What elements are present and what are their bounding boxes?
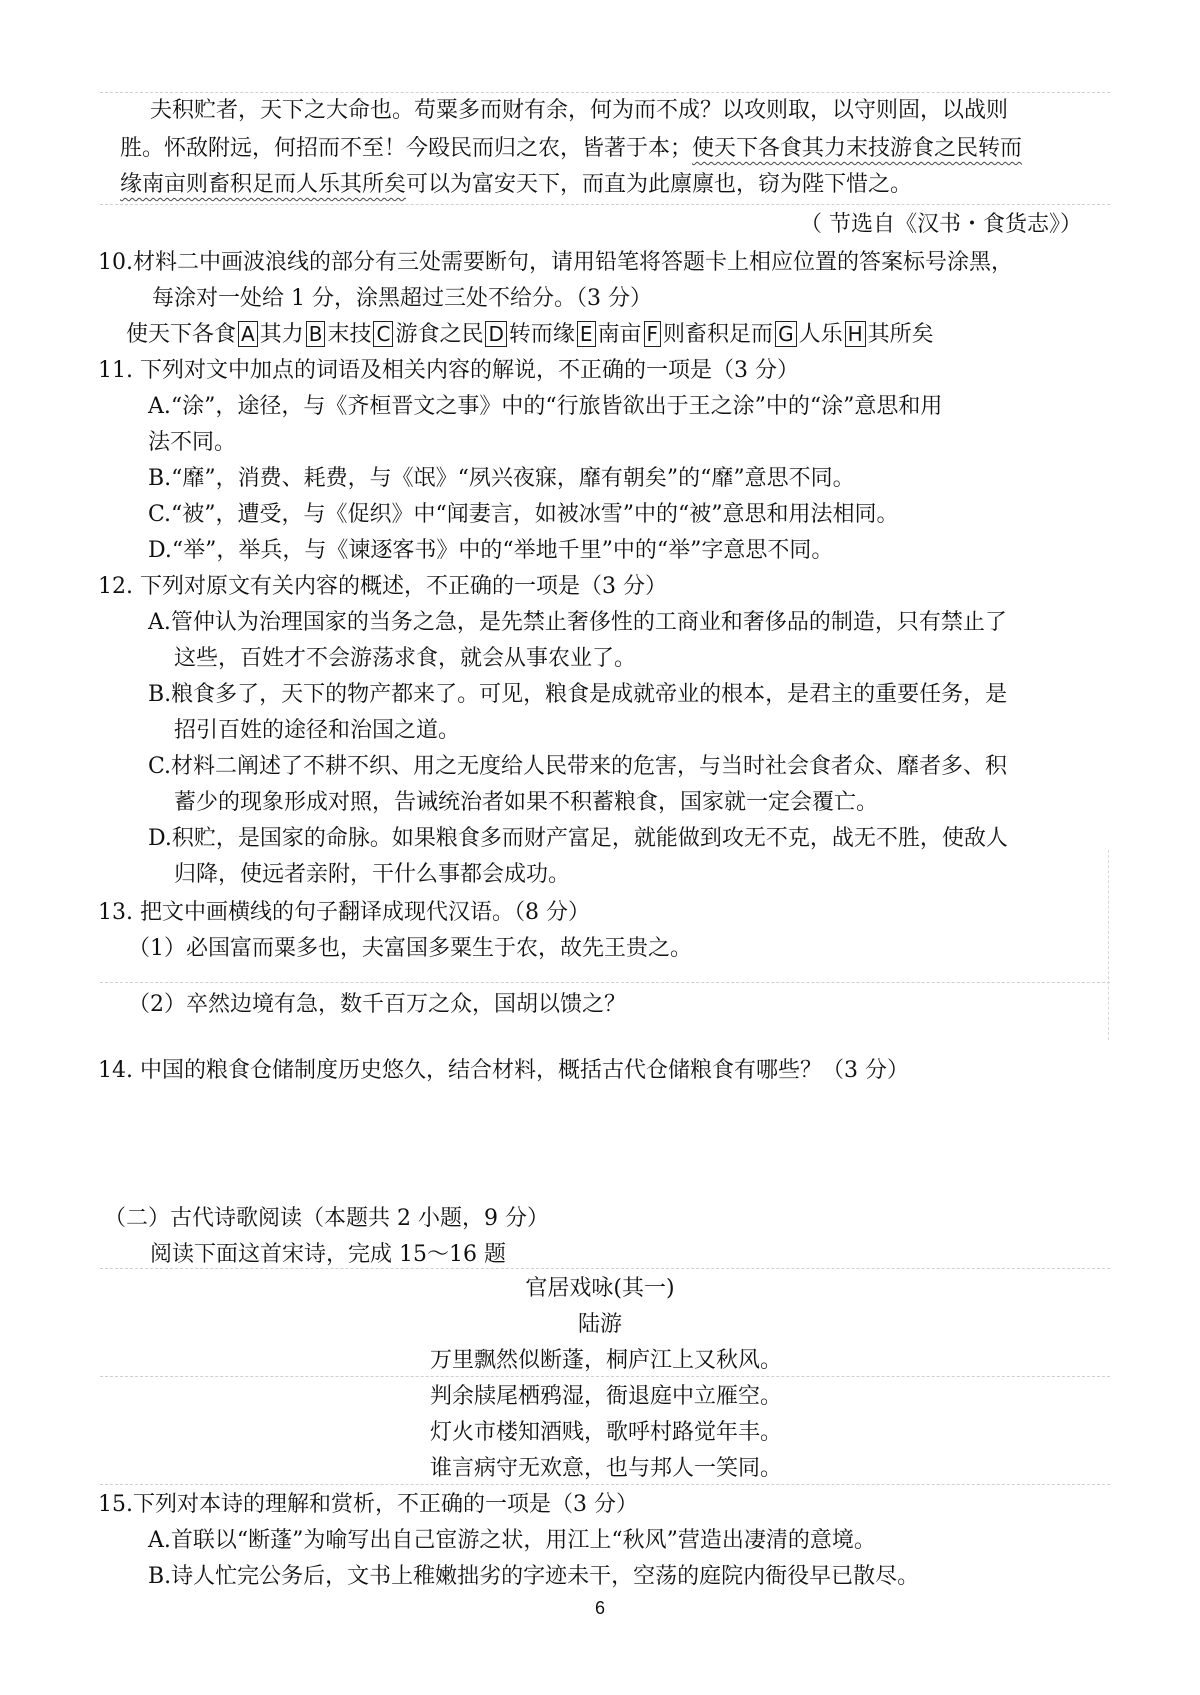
q12-option-b-cont: 招引百姓的途径和治国之道。 xyxy=(174,718,461,743)
break-option-h: H xyxy=(845,321,866,347)
poem-author: 陆游 xyxy=(577,1312,622,1337)
q15-option-b: B.诗人忙完公务后，文书上稚嫩拙劣的字迹未干，空荡的庭院内衙役早已散尽。 xyxy=(148,1564,920,1589)
q14-stem: 14. 中国的粮食仓储制度历史悠久，结合材料，概括古代仓储粮食有哪些？（3 分） xyxy=(98,1058,909,1083)
break-option-a: A xyxy=(238,321,258,347)
q12-option-d: D.积贮，是国家的命脉。如果粮食多而财产富足，就能做到攻无不克，战无不胜，使敌人 xyxy=(148,826,1008,851)
wavy-underlined-text: 缘南亩则畜积足而人乐其所矣 xyxy=(120,172,407,197)
q15-stem: 15.下列对本诗的理解和赏析，不正确的一项是（3 分） xyxy=(98,1492,638,1517)
faint-rule xyxy=(100,204,1110,205)
q12-stem: 12. 下列对原文有关内容的概述，不正确的一项是（3 分） xyxy=(98,574,667,599)
q11-option-a: A.“涂”，途径，与《齐桓晋文之事》中的“行旅皆欲出于王之涂”中的“涂”意思和用 xyxy=(148,394,943,419)
q12-option-a-cont: 这些，百姓才不会游荡求食，就会从事农业了。 xyxy=(174,646,637,671)
sentence-segment: 转而缘 xyxy=(508,322,575,347)
sentence-segment: 使天下各食 xyxy=(126,322,237,347)
poetry-intro: 阅读下面这首宋诗，完成 15～16 题 xyxy=(150,1242,506,1267)
q11-stem: 11. 下列对文中加点的词语及相关内容的解说，不正确的一项是（3 分） xyxy=(98,358,799,383)
poem-line-1: 万里飘然似断蓬，桐庐江上又秋风。 xyxy=(430,1348,783,1373)
poem-line-4: 谁言病守无欢意，也与邦人一笑同。 xyxy=(430,1456,783,1481)
q10-break-options xyxy=(126,320,934,350)
passage-line-2-text: 胜。怀敌附远，何招而不至！今殴民而归之农，皆著于本； xyxy=(120,136,693,161)
q15-option-a: A.首联以“断蓬”为喻写出自己宦游之状，用江上“秋风”营造出凄清的意境。 xyxy=(148,1528,876,1553)
q12-option-a: A.管仲认为治理国家的当务之急，是先禁止奢侈性的工商业和奢侈品的制造，只有禁止了 xyxy=(148,610,1007,635)
sentence-segment: 游食之民 xyxy=(395,322,484,347)
faint-rule xyxy=(100,1268,1110,1269)
faint-rule xyxy=(100,982,1110,983)
poem-line-3: 灯火市楼知酒贱，歌呼村路觉年丰。 xyxy=(430,1420,783,1445)
sentence-segment: 末技 xyxy=(327,322,372,347)
q12-option-c-cont: 蓄少的现象形成对照，告诫统治者如果不积蓄粮食，国家就一定会覆亡。 xyxy=(174,790,879,815)
faint-margin-rule xyxy=(1108,850,1109,1040)
break-option-f: F xyxy=(644,321,662,347)
page-number: 6 xyxy=(594,1598,605,1618)
poem-title: 官居戏咏(其一) xyxy=(525,1276,675,1301)
q13-sentence-1: （1）必国富而粟多也，夫富国多粟生于农，故先王贵之。 xyxy=(128,936,692,961)
faint-rule xyxy=(100,1376,1110,1377)
break-option-e: E xyxy=(577,321,596,347)
q11-option-b: B.“靡”，消费、耗费，与《氓》“夙兴夜寐，靡有朝矣”的“靡”意思不同。 xyxy=(148,466,855,491)
faint-rule xyxy=(100,1484,1110,1485)
passage-line-1: 夫积贮者，天下之大命也。苟粟多而财有余，何为而不成？以攻则取，以守则固，以战则 xyxy=(150,98,1009,123)
break-option-d: D xyxy=(485,321,506,347)
q11-option-c: C.“被”，遭受，与《促织》中“闻妻言，如被冰雪”中的“被”意思和用法相同。 xyxy=(148,502,899,527)
break-option-b: B xyxy=(306,321,326,347)
passage-line-3-text: 可以为富安天下，而直为此廪廪也，窃为陛下惜之。 xyxy=(406,172,913,197)
sentence-segment: 其力 xyxy=(259,322,304,347)
q13-stem: 13. 把文中画横线的句子翻译成现代汉语。（8 分） xyxy=(98,900,590,925)
break-option-g: G xyxy=(775,321,797,347)
sentence-segment: 人乐 xyxy=(798,322,843,347)
q12-option-d-cont: 归降，使远者亲附，干什么事都会成功。 xyxy=(174,862,571,887)
q11-option-a-cont: 法不同。 xyxy=(148,430,237,455)
faint-rule xyxy=(100,92,1110,93)
poem-line-2: 判余牍尾栖鸦湿，衙退庭中立雁空。 xyxy=(430,1384,783,1409)
q10-stem-line-2: 每涂对一处给 1 分，涂黑超过三处不给分。（3 分） xyxy=(152,286,652,311)
q11-option-d: D.“举”，举兵，与《谏逐客书》中的“举地千里”中的“举”字意思不同。 xyxy=(148,538,834,563)
sentence-segment: 南亩 xyxy=(597,322,642,347)
passage-line-2 xyxy=(120,134,1022,164)
q10-stem-line-1: 10.材料二中画波浪线的部分有三处需要断句，请用铅笔将答题卡上相应位置的答案标号涂黑， xyxy=(98,250,1013,275)
wavy-underlined-text: 使天下各食其力末技游食之民转而 xyxy=(692,136,1023,161)
break-option-c: C xyxy=(373,321,393,347)
q12-option-b: B.粮食多了，天下的物产都来了。可见，粮食是成就帝业的根本，是君主的重要任务，是 xyxy=(148,682,1008,707)
passage-source: （ 节选自《汉书・食货志》） xyxy=(800,212,1082,237)
sentence-segment: 则畜积足而 xyxy=(663,322,774,347)
sentence-segment: 其所矣 xyxy=(867,322,934,347)
passage-line-3 xyxy=(120,170,912,200)
q13-sentence-2: （2）卒然边境有急，数千百万之众，国胡以馈之？ xyxy=(128,992,626,1017)
q12-option-c: C.材料二阐述了不耕不织、用之无度给人民带来的危害，与当时社会食者众、靡者多、积 xyxy=(148,754,1008,779)
poetry-section-heading: （二）古代诗歌阅读（本题共 2 小题，9 分） xyxy=(104,1206,549,1231)
